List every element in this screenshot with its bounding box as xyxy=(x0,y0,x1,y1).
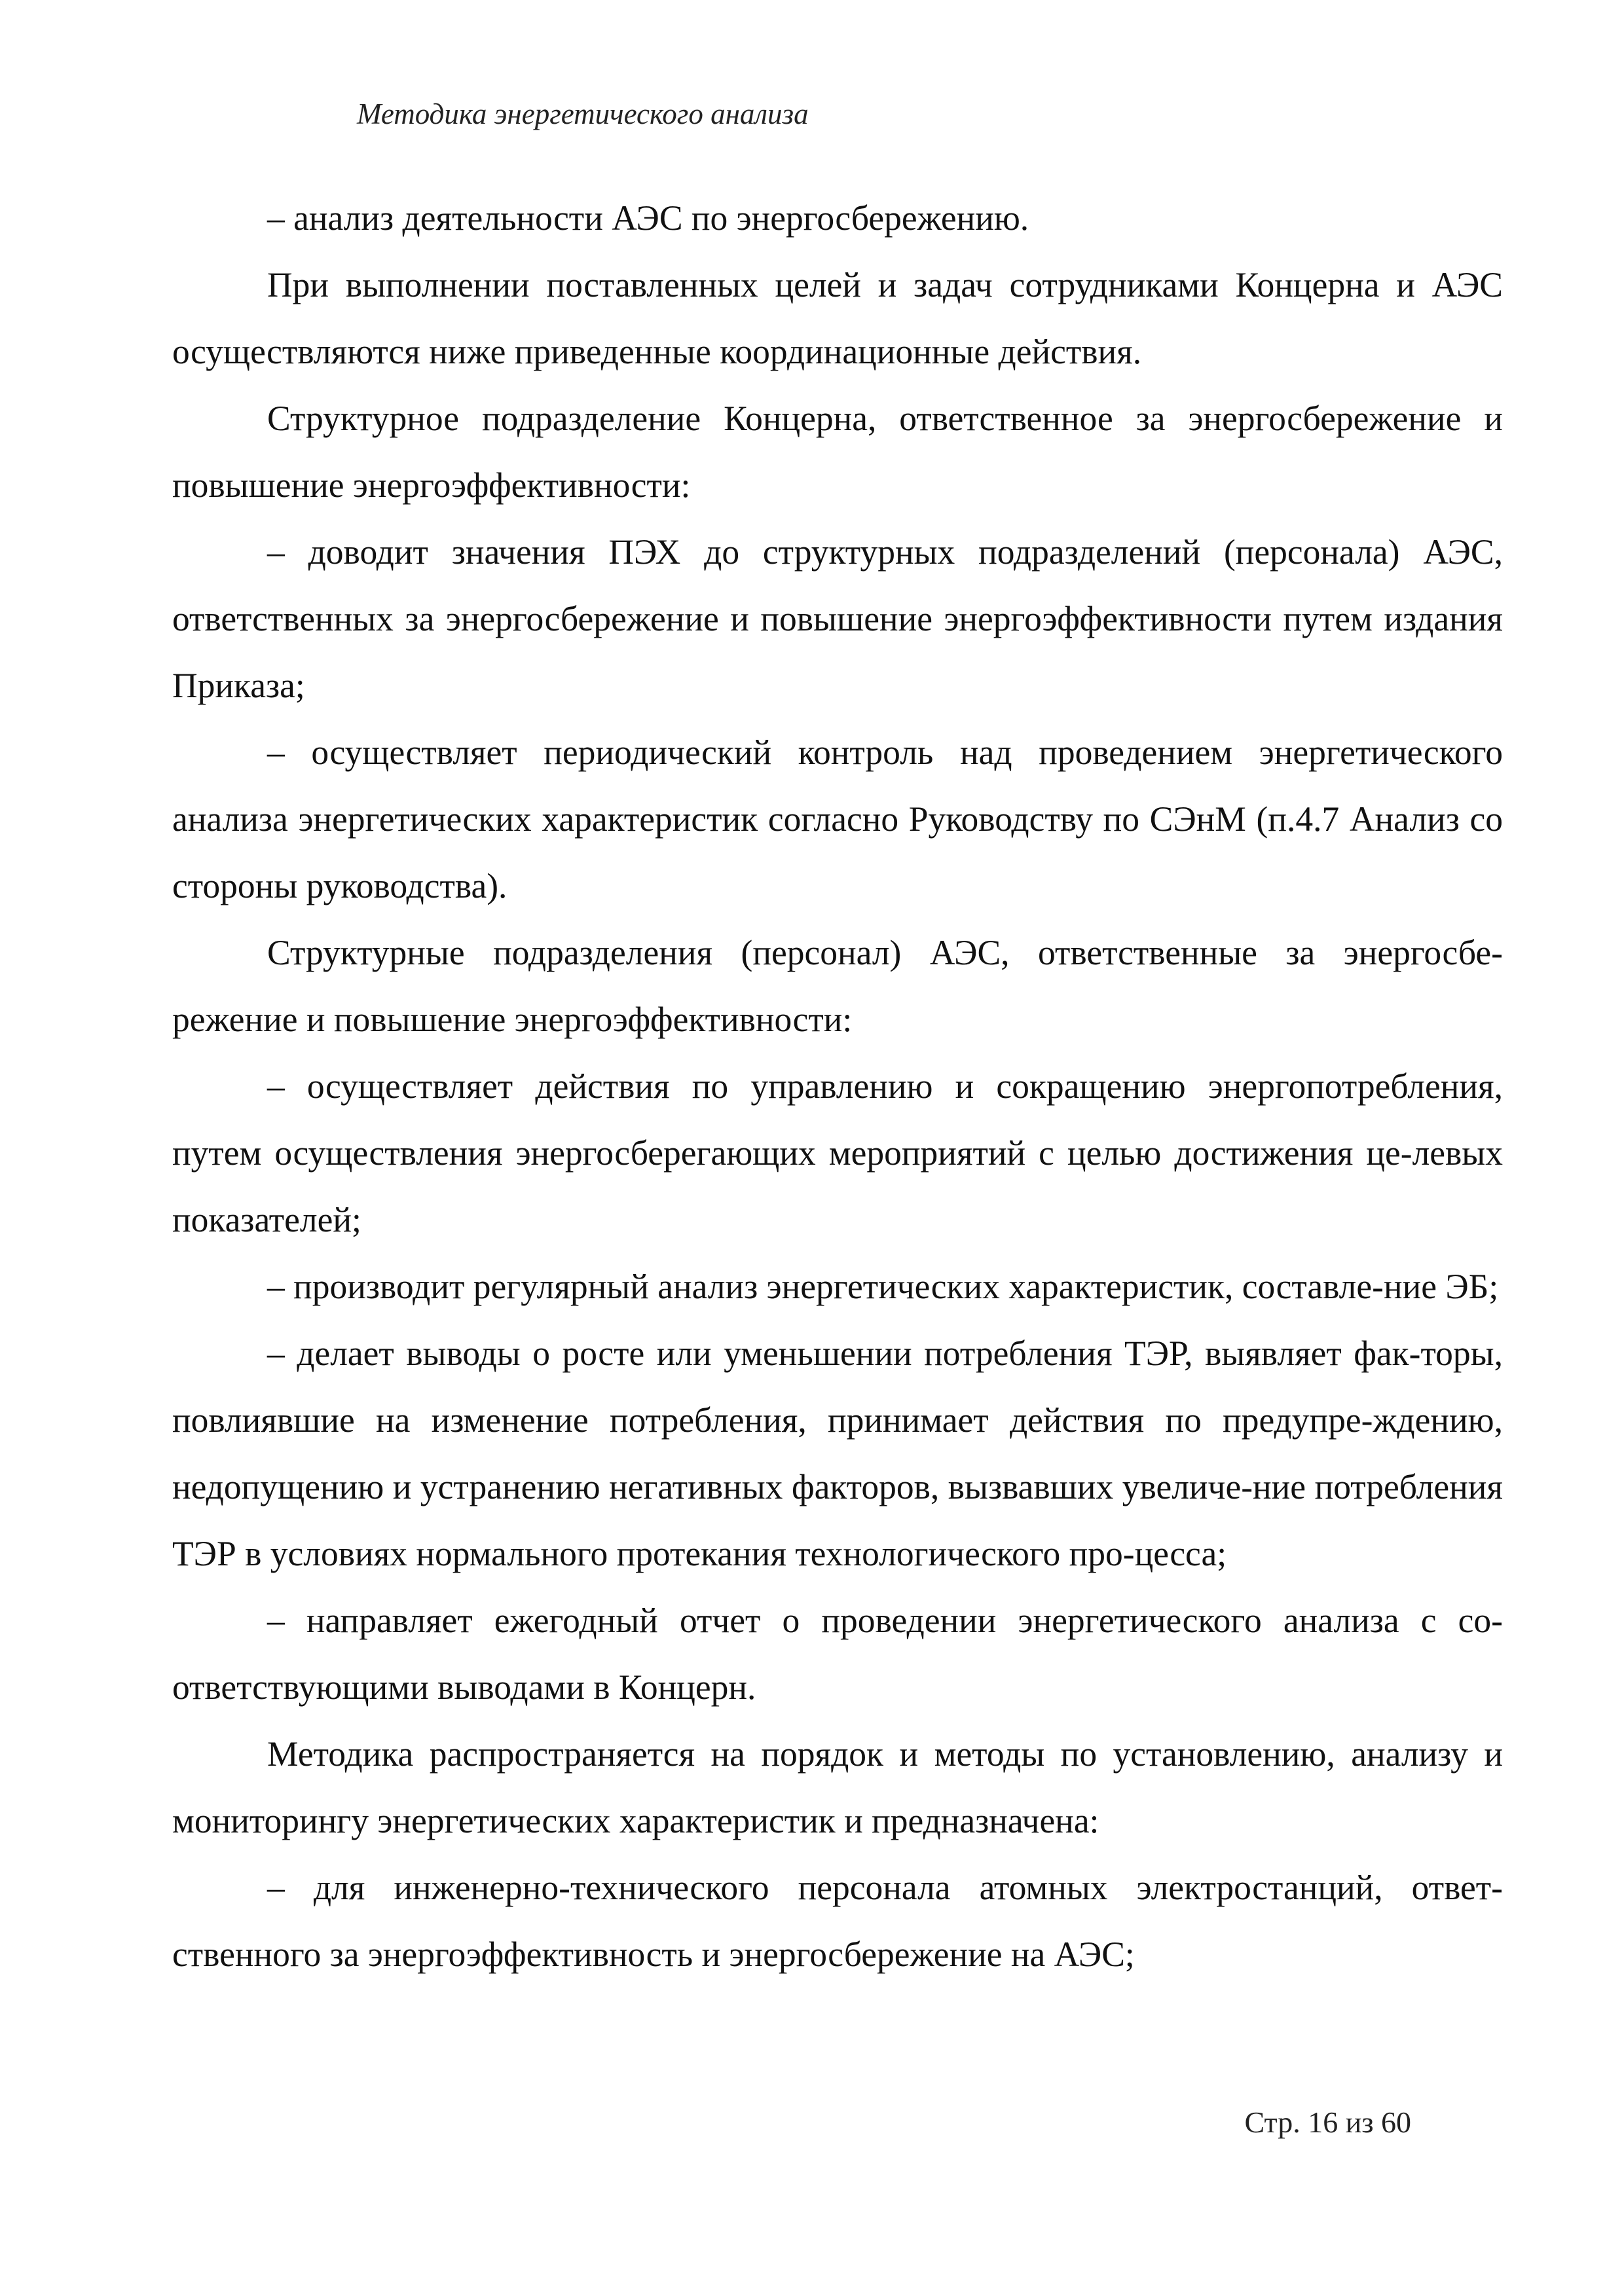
body-text xyxy=(172,185,1503,1988)
paragraph: – осуществляет действия по управлению и сокращению энергопотребления, путем осуществления энергосберегающих мероприятий с целью достижения це-левых показателей; xyxy=(172,1066,1503,1239)
paragraph: При выполнении поставленных целей и задач сотрудниками Концерна и АЭС осуществляются ниже приведенные координационные действия. xyxy=(172,265,1503,371)
paragraph: – анализ деятельности АЭС по энергосбережению. xyxy=(267,198,1029,238)
paragraph: Структурные подразделения (персонал) АЭС, ответственные за энергосбе-режение и повышение энергоэффективности: xyxy=(172,933,1503,1039)
running-header: Методика энергетического анализа xyxy=(357,98,809,130)
paragraph: – для инженерно-технического персонала атомных электростанций, ответ-ственного за энергоэффективность и энергосбережение на АЭС; xyxy=(172,1868,1503,1974)
paragraph: – направляет ежегодный отчет о проведении энергетического анализа с со-ответствующими выводами в Концерн. xyxy=(172,1601,1503,1707)
paragraph: – делает выводы о росте или уменьшении потребления ТЭР, выявляет фак-торы, повлиявшие на изменение потребления, принимает действия по предупре-ждению, недопущению и устранению негативных факторов, вызвавших увеличе-ние потребления ТЭР в условиях нормального протекания технологического про-цесса; xyxy=(172,1334,1503,1573)
page-number: Стр. 16 из 60 xyxy=(1244,2105,1411,2139)
paragraph: – доводит значения ПЭХ до структурных подразделений (персонала) АЭС, ответственных за энергосбережение и повышение энергоэффективности путем издания Приказа; xyxy=(172,532,1503,705)
paragraph: – осуществляет периодический контроль над проведением энергетического анализа энергетических характеристик согласно Руководству по СЭнМ (п.4.7 Анализ со стороны руководства). xyxy=(172,733,1503,905)
paragraph: Методика распространяется на порядок и методы по установлению, анализу и мониторингу энергетических характеристик и предназначена: xyxy=(172,1734,1503,1840)
paragraph: Структурное подразделение Концерна, ответственное за энергосбережение и повышение энергоэффективности: xyxy=(172,399,1503,505)
paragraph: – производит регулярный анализ энергетических характеристик, составле-ние ЭБ; xyxy=(267,1267,1499,1306)
